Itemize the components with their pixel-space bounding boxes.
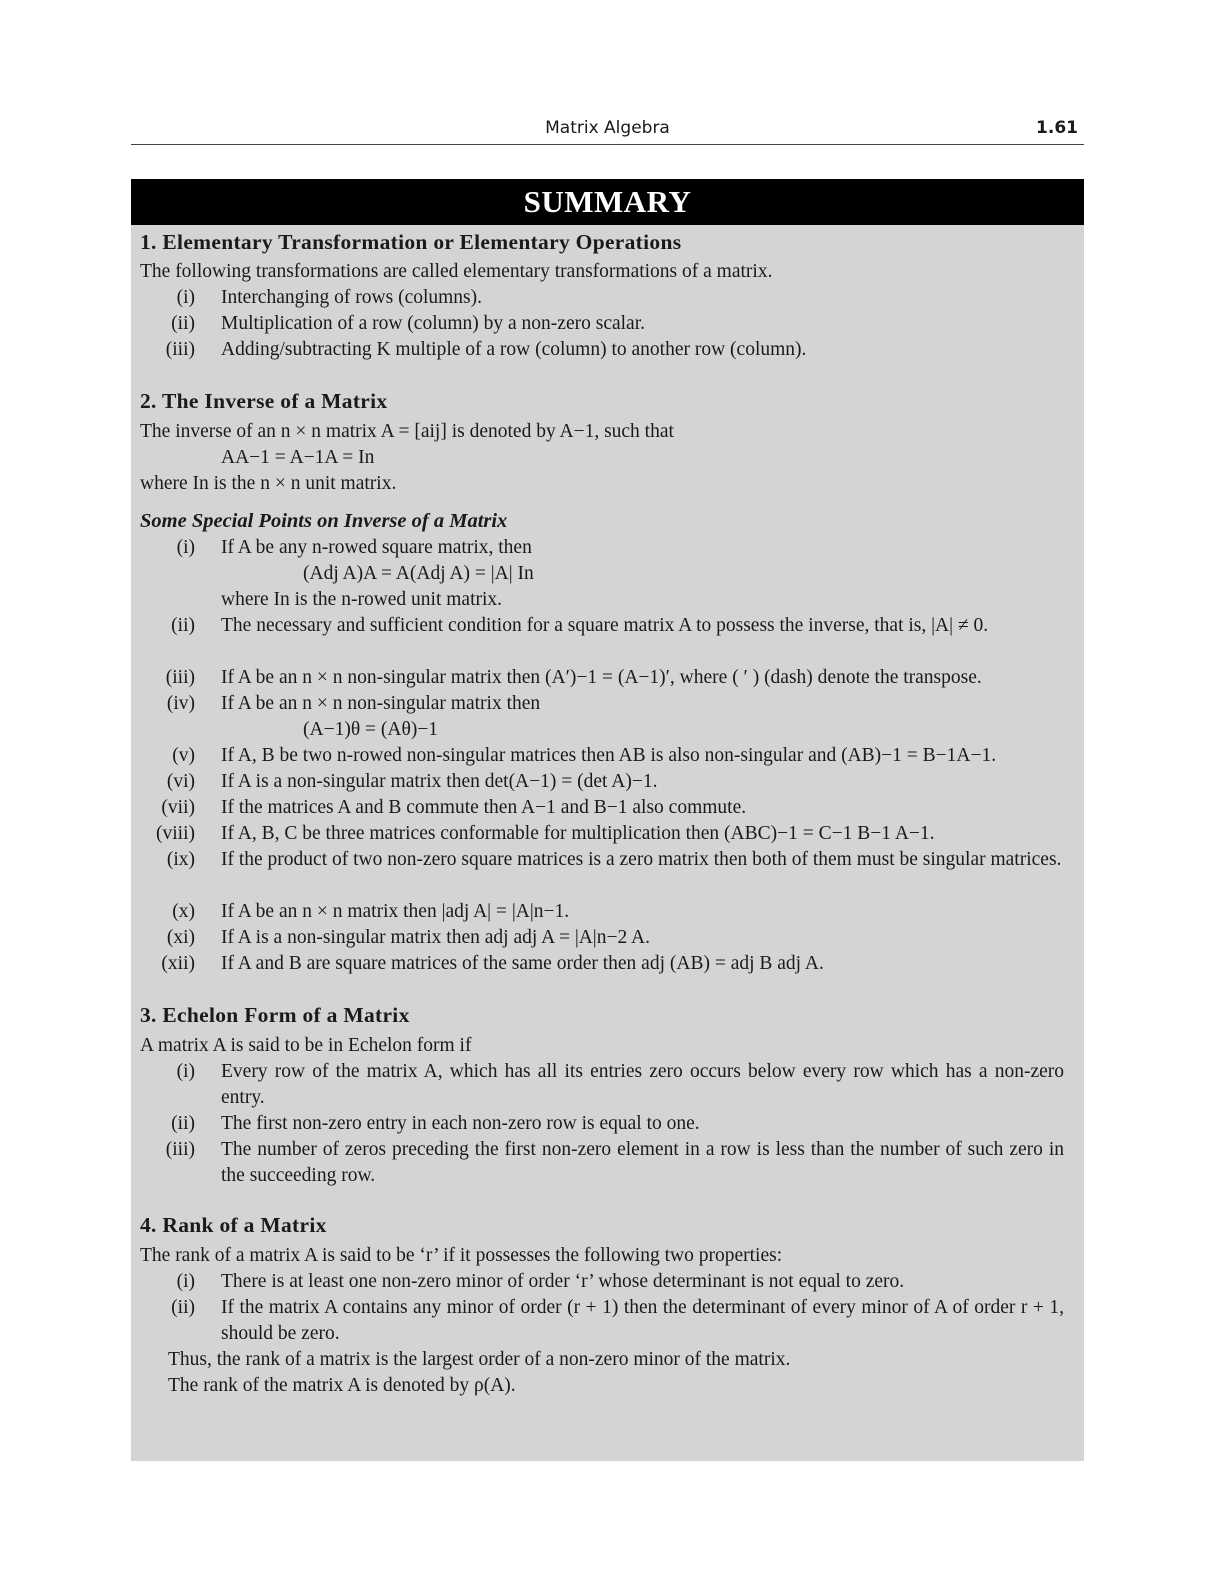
- list-item: If A, B be two n-rowed non-singular matrices then AB is also non-singular and (AB)−1 = B−1A−1.: [221, 745, 997, 766]
- list-item: If A and B are square matrices of the same order then adj (AB) = adj B adj A.: [221, 953, 824, 974]
- section-2-intro: The inverse of an n × n matrix A = [aij] is denoted by A−1, such that: [140, 421, 674, 442]
- list-number: (vii): [161, 797, 195, 818]
- summary-box: [131, 179, 1084, 1461]
- list-item: Adding/subtracting K multiple of a row (column) to another row (column).: [221, 339, 807, 360]
- list-number: (i): [176, 1061, 195, 1082]
- list-item: If the matrix A contains any minor of order (r + 1) then the determinant of every minor of A of order r + 1, should be zero.: [221, 1297, 1064, 1344]
- conjugate-transpose-equation: (A−1)θ = (Aθ)−1: [303, 719, 439, 740]
- list-number: (v): [172, 745, 195, 766]
- list-item: Multiplication of a row (column) by a non-zero scalar.: [221, 313, 645, 334]
- list-number: (i): [176, 1271, 195, 1292]
- special-points-heading: Some Special Points on Inverse of a Matrix: [140, 510, 508, 532]
- list-item: The necessary and sufficient condition for a square matrix A to possess the inverse, that is, |A| ≠ 0.: [221, 615, 989, 636]
- list-number: (iv): [166, 693, 195, 714]
- section-3-heading: 3. Echelon Form of a Matrix: [140, 1003, 410, 1027]
- unit-matrix-note: where In is the n × n unit matrix.: [140, 473, 397, 494]
- list-number: (vi): [166, 771, 195, 792]
- list-item: If the product of two non-zero square matrices is a zero matrix then both of them must be singular matrices.: [221, 849, 1062, 870]
- adjoint-equation: (Adj A)A = A(Adj A) = |A| In: [303, 563, 534, 584]
- rank-definition: Thus, the rank of a matrix is the largest order of a non-zero minor of the matrix.: [168, 1349, 791, 1370]
- list-number: (ii): [171, 313, 195, 334]
- list-number: (xi): [166, 927, 195, 948]
- list-number: (ii): [171, 1113, 195, 1134]
- section-3-intro: A matrix A is said to be in Echelon form if: [140, 1035, 472, 1056]
- summary-banner: SUMMARY: [131, 179, 1084, 225]
- list-item: There is at least one non-zero minor of order ‘r’ whose determinant is not equal to zero.: [221, 1271, 905, 1292]
- list-item: If A be an n × n non-singular matrix then (A′)−1 = (A−1)′, where ( ′ ) (dash) denote the transpose.: [221, 667, 982, 688]
- list-item: If A is a non-singular matrix then det(A−1) = (det A)−1.: [221, 771, 658, 792]
- list-number: (x): [172, 901, 195, 922]
- list-number: (xii): [161, 953, 195, 974]
- section-1-heading: 1. Elementary Transformation or Elementary Operations: [140, 230, 682, 254]
- list-number: (i): [176, 537, 195, 558]
- list-item: If A, B, C be three matrices conformable for multiplication then (ABC)−1 = C−1 B−1 A−1.: [221, 823, 935, 844]
- section-1-intro: The following transformations are called elementary transformations of a matrix.: [140, 261, 773, 282]
- list-item: If the matrices A and B commute then A−1 and B−1 also commute.: [221, 797, 747, 818]
- list-item: Interchanging of rows (columns).: [221, 287, 483, 308]
- list-item: The number of zeros preceding the first non-zero element in a row is less than the number of such zero in the succeeding row.: [221, 1139, 1064, 1186]
- section-2-heading: 2. The Inverse of a Matrix: [140, 389, 388, 413]
- list-item: If A be an n × n non-singular matrix then: [221, 693, 541, 714]
- list-item-continuation: where In is the n-rowed unit matrix.: [221, 589, 503, 610]
- list-number: (ix): [166, 849, 195, 870]
- section-4-heading: 4. Rank of a Matrix: [140, 1213, 327, 1237]
- running-header-title: Matrix Algebra: [545, 118, 670, 138]
- running-header: [131, 118, 1084, 145]
- list-number: (ii): [171, 1297, 195, 1318]
- list-item: If A be any n-rowed square matrix, then: [221, 537, 532, 558]
- list-item: The first non-zero entry in each non-zero row is equal to one.: [221, 1113, 700, 1134]
- inverse-equation: AA−1 = A−1A = In: [221, 447, 375, 468]
- list-number: (iii): [165, 339, 195, 360]
- section-4-intro: The rank of a matrix A is said to be ‘r’ if it possesses the following two properties:: [140, 1245, 783, 1266]
- list-item: If A be an n × n matrix then |adj A| = |A|n−1.: [221, 901, 570, 922]
- list-number: (i): [176, 287, 195, 308]
- rank-notation: The rank of the matrix A is denoted by ρ(A).: [168, 1375, 516, 1396]
- list-number: (viii): [156, 823, 195, 844]
- list-number: (iii): [165, 1139, 195, 1160]
- list-number: (iii): [165, 667, 195, 688]
- list-item: Every row of the matrix A, which has all its entries zero occurs below every row which has a non-zero entry.: [221, 1061, 1064, 1108]
- list-item: If A is a non-singular matrix then adj adj A = |A|n−2 A.: [221, 927, 650, 948]
- page-number: 1.61: [1036, 118, 1078, 138]
- list-number: (ii): [171, 615, 195, 636]
